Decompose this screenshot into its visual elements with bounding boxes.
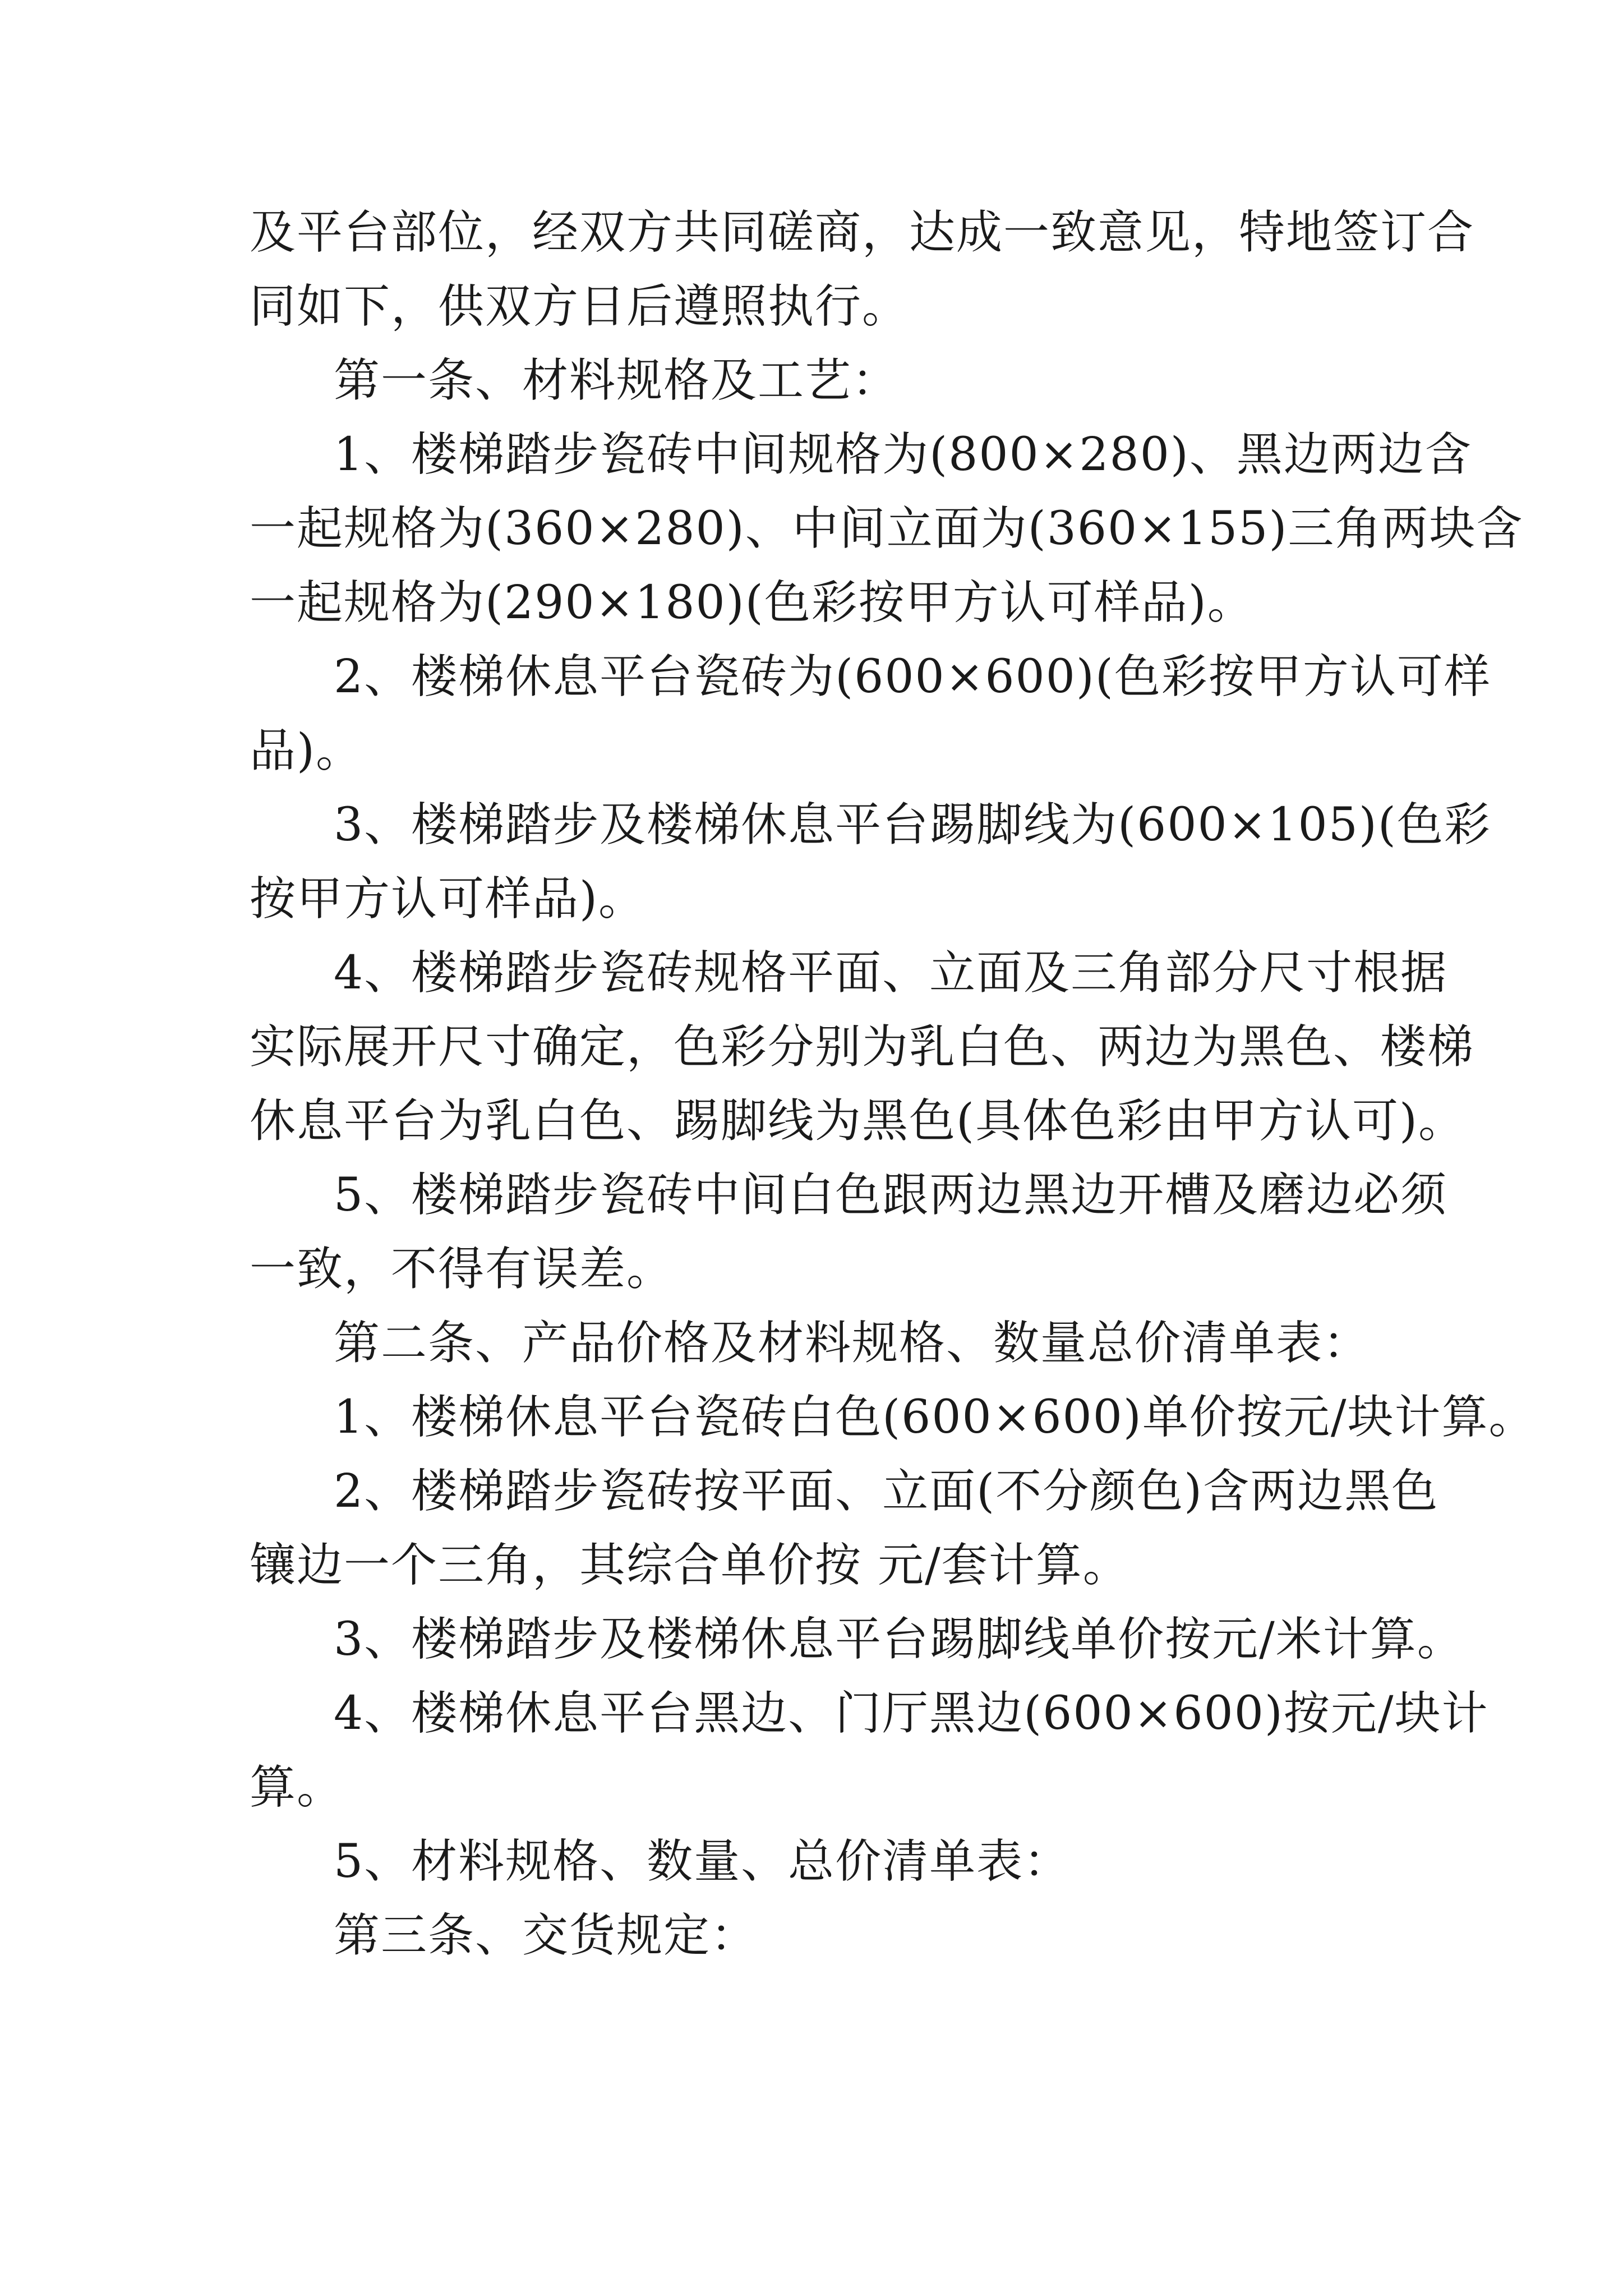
text-line: 一起规格为(360×280)、中间立面为(360×155)三角两块含 — [250, 502, 1524, 555]
text-line: 算。 — [250, 1761, 344, 1814]
text-line: 一致，不得有误差。 — [250, 1243, 674, 1296]
section-heading: 第二条、产品价格及材料规格、数量总价清单表： — [334, 1317, 1371, 1370]
text-line: 2、楼梯休息平台瓷砖为(600×600)(色彩按甲方认可样 — [334, 650, 1491, 703]
text-line: 4、楼梯踏步瓷砖规格平面、立面及三角部分尺寸根据 — [334, 946, 1448, 1000]
text-line: 品)。 — [250, 724, 363, 777]
text-line: 同如下，供双方日后遵照执行。 — [250, 280, 910, 333]
text-line: 1、楼梯踏步瓷砖中间规格为(800×280)、黑边两边含 — [334, 428, 1472, 481]
text-line: 5、楼梯踏步瓷砖中间白色跟两边黑边开槽及磨边必须 — [334, 1168, 1448, 1222]
text-line: 一起规格为(290×180)(色彩按甲方认可样品)。 — [250, 576, 1255, 629]
text-line: 2、楼梯踏步瓷砖按平面、立面(不分颜色)含两边黑色 — [334, 1465, 1439, 1518]
text-line: 3、楼梯踏步及楼梯休息平台踢脚线为(600×105)(色彩 — [334, 798, 1491, 852]
text-line: 镶边一个三角，其综合单价按 元/套计算。 — [250, 1539, 1130, 1592]
text-line: 按甲方认可样品)。 — [250, 872, 645, 926]
text-line: 休息平台为乳白色、踢脚线为黑色(具体色彩由甲方认可)。 — [250, 1094, 1465, 1148]
text-line: 实际展开尺寸确定，色彩分别为乳白色、两边为黑色、楼梯 — [250, 1020, 1475, 1074]
text-line: 5、材料规格、数量、总价清单表： — [334, 1835, 1071, 1888]
text-line: 及平台部位，经双方共同磋商，达成一致意见，特地签订合 — [250, 206, 1475, 259]
section-heading: 第一条、材料规格及工艺： — [334, 354, 900, 407]
text-line: 1、楼梯休息平台瓷砖白色(600×600)单价按元/块计算。 — [334, 1391, 1536, 1444]
text-line: 3、楼梯踏步及楼梯休息平台踢脚线单价按元/米计算。 — [334, 1613, 1464, 1666]
text-line: 4、楼梯休息平台黑边、门厅黑边(600×600)按元/块计 — [334, 1687, 1489, 1740]
section-heading: 第三条、交货规定： — [334, 1909, 758, 1962]
